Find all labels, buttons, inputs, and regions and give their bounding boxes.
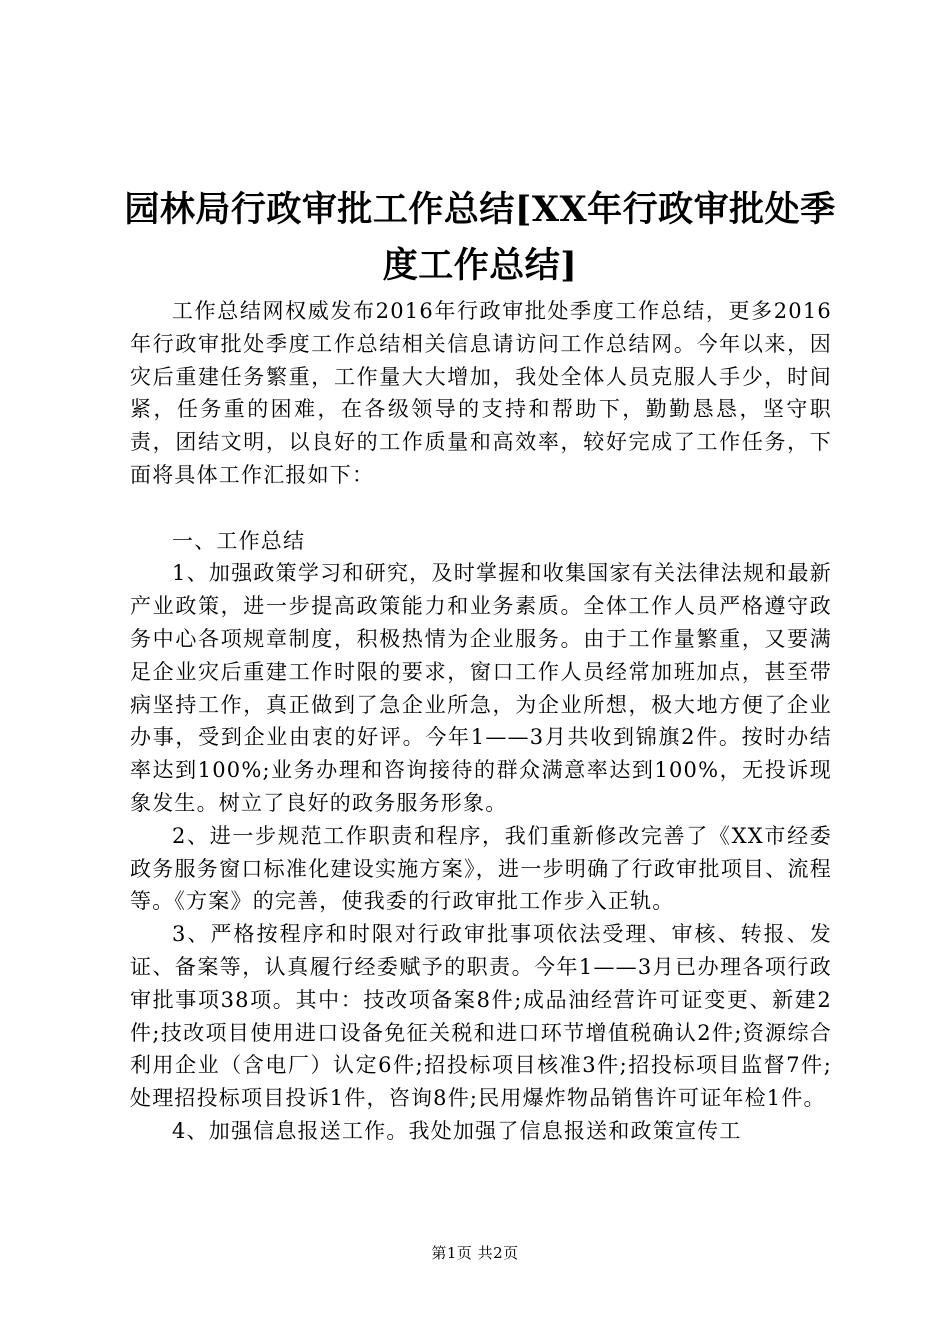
paragraph-item-3: 3、严格按程序和时限对行政审批事项依法受理、审核、转报、发证、备案等，认真履行经委赋予的职责。今年1——3月已办理各项行政审批事项38项。其中：技改项备案8件;成品油经营许可证变更、新建2件;技改项目使用进口设备免征关税和进口环节增值税确认2件;资源综合利用企业（含电厂）认定6件;招投标项目核准3件;招投标项目监督7件;处理招投标项目投诉1件，咨询8件;民用爆炸物品销售许可证年检1件。 <box>130 922 832 1111</box>
title-line-2: 度工作总结] <box>382 245 578 286</box>
document-title <box>120 182 840 294</box>
section-heading: 一、工作总结 <box>172 528 306 553</box>
paragraph-item-2: 2、进一步规范工作职责和程序，我们重新修改完善了《XX市经委政务服务窗口标准化建设实施方案》，进一步明确了行政审批项目、流程等。《方案》的完善，使我委的行政审批工作步入正轨。 <box>130 823 832 914</box>
paragraph-item-4: 4、加强信息报送工作。我处加强了信息报送和政策宣传工 <box>172 1118 742 1143</box>
page-footer: 第1页 共2页 <box>431 1244 519 1262</box>
intro-paragraph: 工作总结网权威发布2016年行政审批处季度工作总结，更多2016年行政审批处季度工作总结相关信息请访问工作总结网。今年以来，因灾后重建任务繁重，工作量大大增加，我处全体人员克服人手少，时间紧，任务重的困难，在各级领导的支持和帮助下，勤勤恳恳，坚守职责，团结文明，以良好的工作质量和高效率，较好完成了工作任务，下面将具体工作汇报如下： <box>130 299 832 487</box>
title-line-1: 园林局行政审批工作总结[XX年行政审批处季 <box>124 189 836 230</box>
document-body <box>130 295 832 1148</box>
paragraph-item-1: 1、加强政策学习和研究，及时掌握和收集国家有关法律法规和最新产业政策，进一步提高政策能力和业务素质。全体工作人员严格遵守政务中心各项规章制度，积极热情为企业服务。由于工作量繁重，又要满足企业灾后重建工作时限的要求，窗口工作人员经常加班加点，甚至带病坚持工作，真正做到了急企业所急，为企业所想，极大地方便了企业办事，受到企业由衷的好评。今年1——3月共收到锦旗2件。按时办结率达到100%;业务办理和咨询接待的群众满意率达到100%，无投诉现象发生。树立了良好的政务服务形象。 <box>130 561 832 815</box>
